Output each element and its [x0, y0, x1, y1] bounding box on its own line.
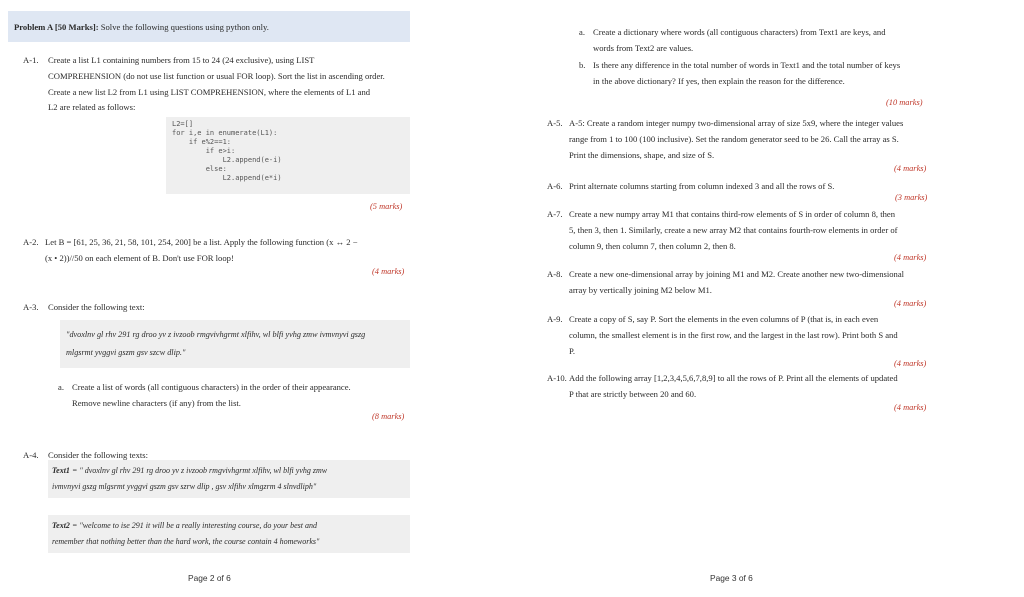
question-text: P.	[569, 346, 575, 356]
code-line: else:	[172, 165, 227, 173]
code-line: L2.append(e-i)	[172, 156, 282, 164]
text1-content: ivmvnyvi gszg mlgsrmt yvggvi gszm gsv szrw dlip , gsv xlfihv xlmgzrm 4 slnvdliph"	[52, 482, 317, 491]
question-text: column 9, then column 7, then column 2, then 8.	[569, 241, 736, 251]
sub-question-text: Remove newline characters (if any) from the list.	[72, 398, 241, 408]
question-text: column, the smallest element is in the first row, and the largest in the last row). Print both S and	[569, 330, 898, 340]
quote-line: "dvoxlnv gl rhv 291 rg droo yv z ivzoob rmgvivhgrmt xlfihv, wl blfi yvhg zmw ivmvnyvi gszg	[66, 330, 366, 339]
code-line: L2.append(e*i)	[172, 174, 282, 182]
question-text: Create a copy of S, say P. Sort the elements in the even columns of P (that is, in each even	[569, 314, 879, 324]
marks-label: (4 marks)	[894, 403, 927, 412]
sub-label: b.	[579, 60, 586, 70]
page-footer: Page 2 of 6	[188, 573, 231, 583]
question-text: Consider the following text:	[48, 302, 145, 312]
code-block	[166, 117, 410, 194]
sub-label: a.	[58, 382, 64, 392]
question-text: 5, then 3, then 1. Similarly, create a new array M2 that contains fourth-row elements in order of	[569, 225, 898, 235]
sub-question-text: words from Text2 are values.	[593, 43, 694, 53]
question-text: COMPREHENSION (do not use list function or usual FOR loop). Sort the list in ascending order.	[48, 71, 385, 81]
question-text: Print alternate columns starting from column indexed 3 and all the rows of S.	[569, 181, 835, 191]
marks-label: (4 marks)	[894, 359, 927, 368]
marks-label: (3 marks)	[895, 193, 928, 202]
code-line: L2=[]	[172, 120, 194, 128]
text2-block	[48, 515, 410, 553]
question-text: Print the dimensions, shape, and size of S.	[569, 150, 715, 160]
question-text: Consider the following texts:	[48, 450, 149, 460]
question-number: A-7.	[547, 209, 563, 219]
text1-content: = " dvoxlnv gl rhv 291 rg droo yv z ivzoob rmgvivhgrmt xlfihv, wl blfi yvhg zmw	[69, 466, 328, 475]
marks-label: (4 marks)	[894, 253, 927, 262]
question-number: A-5.	[547, 118, 563, 128]
text1-label: Text1	[52, 466, 70, 475]
page-gap	[425, 0, 532, 597]
code-line: for i,e in enumerate(L1):	[172, 129, 278, 137]
marks-label: (10 marks)	[886, 98, 923, 107]
quote-line: mlgsrmt yvggvi gszm gsv szcw dlip."	[66, 348, 186, 357]
sub-question-text: Is there any difference in the total number of words in Text1 and the total number of keys	[593, 60, 901, 70]
question-number: A-8.	[547, 269, 563, 279]
text1-block	[48, 460, 410, 498]
page-3	[532, 0, 962, 597]
marks-label: (4 marks)	[894, 299, 927, 308]
question-text: A-5: Create a random integer numpy two-dimensional array of size 5x9, where the integer values	[569, 118, 904, 128]
code-line: if e%2==1:	[172, 138, 232, 146]
viewer-edge	[962, 0, 1024, 597]
marks-label: (4 marks)	[372, 267, 405, 276]
sub-question-text: Create a list of words (all contiguous characters) in the order of their appearance.	[72, 382, 351, 392]
question-text: Create a new list L2 from L1 using LIST COMPREHENSION, where the elements of L1 and	[48, 87, 371, 97]
quoted-text-block	[60, 320, 410, 368]
question-text: Create a new numpy array M1 that contains third-row elements of S in order of column 8, then	[569, 209, 895, 219]
problem-header	[8, 11, 410, 42]
question-number: A-4.	[23, 450, 39, 460]
text2-content: remember that nothing better than the hard work, the course contain 4 homeworks"	[52, 537, 320, 546]
marks-label: (5 marks)	[370, 202, 403, 211]
question-text: Add the following array [1,2,3,4,5,6,7,8,9] to all the rows of P. Print all the elements of updated	[569, 373, 898, 383]
page-footer: Page 3 of 6	[710, 573, 753, 583]
marks-label: (8 marks)	[372, 412, 405, 421]
question-text: P that are strictly between 20 and 60.	[569, 389, 697, 399]
question-text: L2 are related as follows:	[48, 102, 136, 112]
question-number: A-9.	[547, 314, 563, 324]
question-number: A-6.	[547, 181, 563, 191]
question-text: array by vertically joining M2 below M1.	[569, 285, 712, 295]
marks-label: (4 marks)	[894, 164, 927, 173]
question-number: A-1.	[23, 55, 39, 65]
page-2	[0, 0, 425, 597]
question-number: A-10.	[547, 373, 567, 383]
question-text: Create a list L1 containing numbers from 15 to 24 (24 exclusive), using LIST	[48, 55, 315, 65]
problem-subtitle: Solve the following questions using python only.	[100, 22, 269, 32]
problem-title: Problem A [50 Marks]:	[14, 22, 99, 32]
question-number: A-2.	[23, 237, 39, 247]
text2-content: = "welcome to ise 291 it will be a really interesting course, do your best and	[69, 521, 317, 530]
code-line: if e>i:	[172, 147, 236, 155]
question-text: Create a new one-dimensional array by joining M1 and M2. Create another new two-dimensional	[569, 269, 905, 279]
question-text: (x • 2))//50 on each element of B. Don't use FOR loop!	[45, 253, 234, 263]
sub-question-text: Create a dictionary where words (all contiguous characters) from Text1 are keys, and	[593, 27, 886, 37]
question-number: A-3.	[23, 302, 39, 312]
question-text: range from 1 to 100 (100 inclusive). Set the random generator seed to be 26. Call the array as S.	[569, 134, 899, 144]
text2-label: Text2	[52, 521, 70, 530]
sub-question-text: in the above dictionary? If yes, then explain the reason for the difference.	[593, 76, 845, 86]
sub-label: a.	[579, 27, 585, 37]
question-text: Let B = [61, 25, 36, 21, 58, 101, 254, 200] be a list. Apply the following function (x ↔ 2 −	[45, 237, 358, 247]
